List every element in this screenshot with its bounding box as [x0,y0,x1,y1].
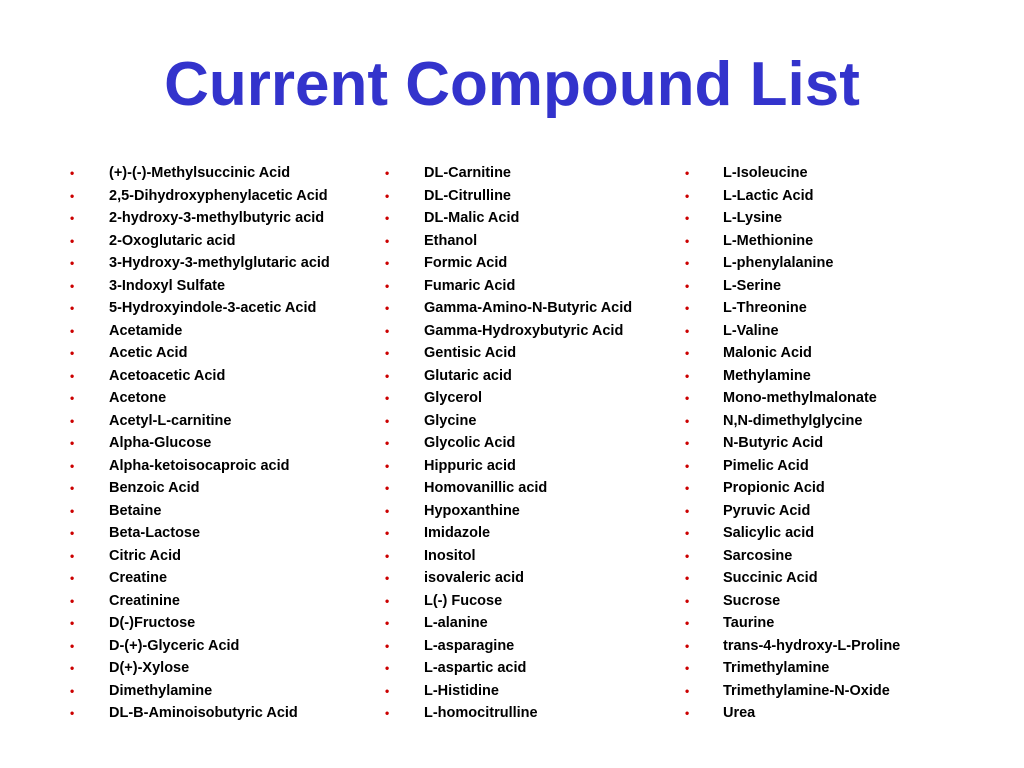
compound-name: DL-Citrulline [424,187,511,204]
compound-name: Acetamide [109,322,183,339]
bullet-icon: • [70,391,75,405]
bullet-icon: • [685,571,690,585]
bullet-icon: • [685,593,690,608]
compound-name: Beta-Lactose [109,525,201,541]
bullet-icon: • [70,548,75,563]
bullet-icon: • [385,233,390,248]
compound-name: Salicylic acid [723,525,815,541]
bullet-icon: • [685,548,690,563]
bullet-icon: • [685,458,690,473]
bullet-icon: • [70,616,75,630]
compound-name: 3-Hydroxy-3-methylglutaric acid [109,255,330,271]
compound-name: D-(+)-Glyceric Acid [109,637,240,654]
bullet-icon: • [70,571,75,585]
compound-name: Methylamine [723,367,811,384]
compound-name: L-Methionine [723,232,814,249]
compound-name: Creatine [109,570,168,586]
compound-name: 2,5-Dihydroxyphenylacetic Acid [109,187,328,204]
bullet-icon: • [385,346,390,360]
bullet-icon: • [385,661,390,675]
bullet-icon: • [685,301,690,315]
bullet-icon: • [685,706,690,720]
bullet-icon: • [385,503,390,518]
bullet-icon: • [70,368,75,383]
bullet-icon: • [685,616,690,630]
compound-name: Gentisic Acid [424,345,517,361]
compound-name: L-Isoleucine [723,165,808,181]
compound-name: 3-Indoxyl Sulfate [109,277,226,294]
compound-name: Glutaric acid [424,367,512,384]
bullet-icon: • [70,503,75,518]
compound-name: Mono-methylmalonate [723,390,877,406]
compound-name: Urea [723,705,756,721]
compound-name: L-Lactic Acid [723,187,814,204]
bullet-icon: • [70,188,75,203]
bullet-icon: • [685,413,690,428]
compound-name: Propionic Acid [723,480,825,496]
bullet-icon: • [70,413,75,428]
bullet-icon: • [385,391,390,405]
bullet-icon: • [70,166,75,180]
bullet-icon: • [685,323,690,338]
bullet-icon: • [685,391,690,405]
compound-name: L-Serine [723,277,782,294]
compound-name: Glycolic Acid [424,435,516,451]
bullet-icon: • [385,188,390,203]
bullet-icon: • [685,278,690,293]
bullet-icon: • [685,368,690,383]
compound-name: Homovanillic acid [424,480,548,496]
bullet-icon: • [685,683,690,698]
compound-name: N-Butyric Acid [723,435,824,451]
bullet-icon: • [70,323,75,338]
bullet-icon: • [70,638,75,653]
compound-name: 2-Oxoglutaric acid [109,232,236,249]
compound-name: Acetyl-L-carnitine [109,412,232,429]
bullet-icon: • [70,706,75,720]
compound-name: Malonic Acid [723,345,812,361]
bullet-icon: • [385,323,390,338]
compound-name: Gamma-Amino-N-Butyric Acid [424,300,633,316]
bullet-icon: • [685,188,690,203]
compound-name: D(+)-Xylose [109,660,190,676]
bullet-icon: • [70,458,75,473]
compound-name: Ethanol [424,232,478,249]
compound-name: L-homocitrulline [424,705,538,721]
compound-name: (+)-(-)-Methylsuccinic Acid [109,165,291,181]
compound-name: Pimelic Acid [723,457,809,474]
bullet-icon: • [385,548,390,563]
compound-name: DL-Malic Acid [424,210,520,226]
compound-name: L-Threonine [723,300,807,316]
bullet-icon: • [70,278,75,293]
bullet-icon: • [385,616,390,630]
bullet-icon: • [385,413,390,428]
bullet-icon: • [385,368,390,383]
compound-name: Fumaric Acid [424,277,516,294]
compound-name: Pyruvic Acid [723,502,811,519]
compound-name: D(-)Fructose [109,615,196,631]
compound-name: Formic Acid [424,255,508,271]
compound-name: L-alanine [424,615,488,631]
compound-name: L-asparagine [424,637,515,654]
compound-name: Betaine [109,502,162,519]
bullet-icon: • [685,503,690,518]
bullet-icon: • [385,211,390,225]
compound-name: trans-4-hydroxy-L-Proline [723,637,901,654]
compound-name: L-Histidine [424,682,499,699]
bullet-icon: • [70,233,75,248]
page-title: Current Compound List [164,50,860,119]
compound-name: DL-Carnitine [424,165,511,181]
bullet-icon: • [385,256,390,270]
compound-name: Taurine [723,615,775,631]
compound-name: Acetic Acid [109,345,188,361]
compound-name: Trimethylamine-N-Oxide [723,682,890,699]
compound-name: Citric Acid [109,547,181,564]
bullet-icon: • [685,436,690,450]
bullet-icon: • [70,301,75,315]
bullet-icon: • [70,256,75,270]
bullet-icon: • [385,638,390,653]
bullet-icon: • [70,526,75,540]
bullet-icon: • [385,593,390,608]
compound-name: N,N-dimethylglycine [723,412,863,429]
compound-name: Creatinine [109,592,180,609]
bullet-icon: • [685,211,690,225]
compound-name: Gamma-Hydroxybutyric Acid [424,322,624,339]
bullet-icon: • [385,481,390,495]
compound-name: Glycine [424,412,477,429]
compound-name: Alpha-ketoisocaproic acid [109,457,290,474]
compound-name: Imidazole [424,525,491,541]
bullet-icon: • [685,256,690,270]
bullet-icon: • [70,593,75,608]
compound-name: Sucrose [723,592,781,609]
bullet-icon: • [70,436,75,450]
compound-name: Benzoic Acid [109,480,200,496]
compound-name: Inositol [424,547,476,564]
bullet-icon: • [385,458,390,473]
bullet-icon: • [385,683,390,698]
bullet-icon: • [70,211,75,225]
bullet-icon: • [385,166,390,180]
bullet-icon: • [685,661,690,675]
bullet-icon: • [70,481,75,495]
bullet-icon: • [385,571,390,585]
bullet-icon: • [385,706,390,720]
compound-name: Hypoxanthine [424,502,520,519]
compound-name: Glycerol [424,390,483,406]
bullet-icon: • [385,301,390,315]
compound-name: L(-) Fucose [424,592,503,609]
bullet-icon: • [685,346,690,360]
bullet-icon: • [385,526,390,540]
compound-name: L-Lysine [723,210,783,226]
compound-name: Alpha-Glucose [109,435,212,451]
compound-name: L-phenylalanine [723,255,834,271]
bullet-icon: • [70,661,75,675]
compound-name: Acetone [109,390,167,406]
compound-name: L-aspartic acid [424,660,527,676]
bullet-icon: • [70,683,75,698]
compound-name: 2-hydroxy-3-methylbutyric acid [109,210,325,226]
bullet-icon: • [385,278,390,293]
compound-name: isovaleric acid [424,570,524,586]
compound-name: DL-B-Aminoisobutyric Acid [109,705,298,721]
bullet-icon: • [685,638,690,653]
compound-name: Acetoacetic Acid [109,367,226,384]
bullet-icon: • [685,233,690,248]
bullet-icon: • [685,166,690,180]
bullet-icon: • [385,436,390,450]
compound-name: Trimethylamine [723,660,830,676]
bullet-icon: • [685,481,690,495]
compound-name: 5-Hydroxyindole-3-acetic Acid [109,300,317,316]
bullet-icon: • [685,526,690,540]
compound-name: Sarcosine [723,547,793,564]
compound-name: Succinic Acid [723,570,818,586]
compound-name: Hippuric acid [424,457,516,474]
bullet-icon: • [70,346,75,360]
compound-name: Dimethylamine [109,682,213,699]
compound-name: L-Valine [723,322,779,339]
